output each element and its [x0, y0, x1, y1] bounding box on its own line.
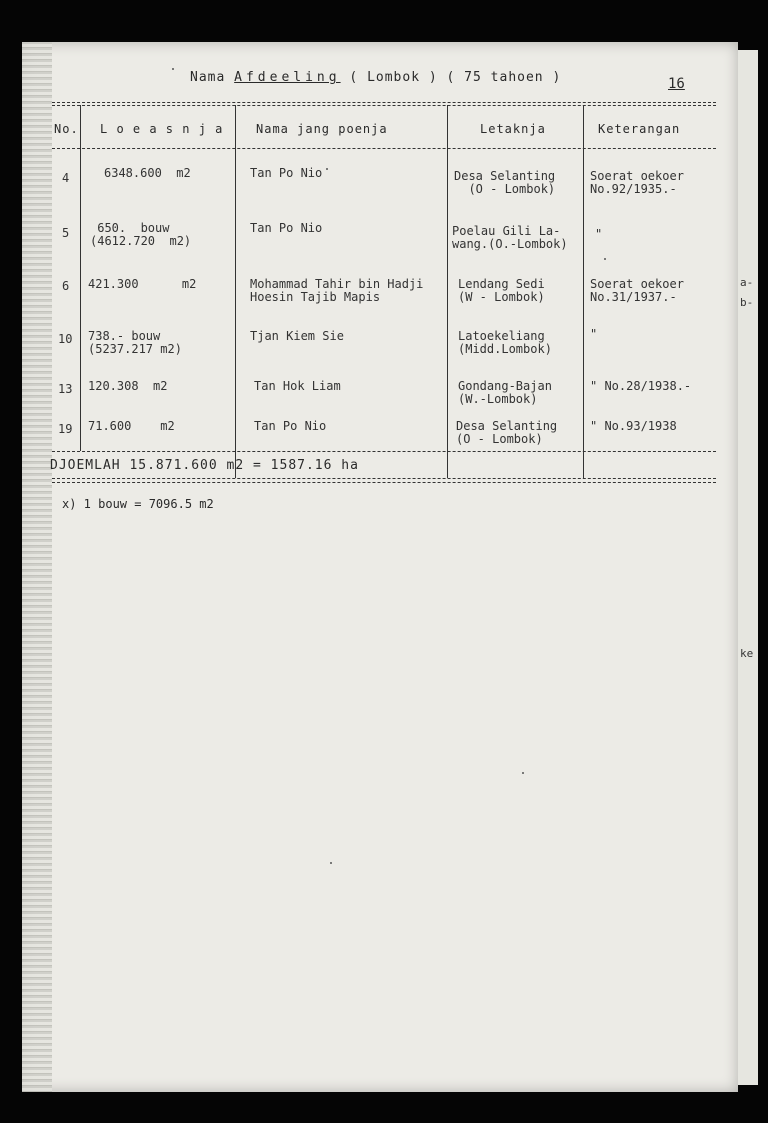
row-owner: Tan Hok Liam [254, 379, 341, 393]
column-divider [80, 105, 81, 451]
row-owner: Tan Po Nio [250, 221, 323, 235]
row-number: 5 [62, 226, 70, 240]
table-top-rule-2 [52, 105, 716, 106]
row-area: 421.300 m2 [88, 277, 197, 291]
header-remarks: Keterangan [598, 122, 681, 136]
total-top-rule [52, 451, 716, 452]
column-divider [447, 105, 448, 478]
row-remarks: " No.28/1938.- [590, 379, 692, 393]
row-site: Latoekeliang (Midd.Lombok) [458, 329, 552, 356]
row-site: Desa Selanting (O - Lombok) [454, 169, 556, 196]
scan-speck [326, 168, 328, 170]
row-remarks: Soerat oekoer No.92/1935.- [590, 169, 684, 196]
scan-speck [522, 772, 524, 774]
scan-speck [172, 68, 174, 70]
row-owner: Tan Po Nio [250, 166, 323, 180]
header-location: L o e a s n j a [100, 122, 224, 136]
row-number: 19 [58, 422, 73, 436]
column-divider [235, 105, 236, 478]
header-rule [52, 148, 716, 149]
row-area: 738.- bouw (5237.217 m2) [88, 329, 182, 356]
row-area: 6348.600 m2 [104, 166, 191, 180]
row-number: 13 [58, 382, 73, 396]
margin-fragment: ke [740, 647, 754, 660]
table-top-rule [52, 102, 716, 103]
page-title [190, 70, 561, 85]
margin-fragment: a- [740, 276, 754, 289]
table-bottom-rule-2 [52, 482, 716, 483]
row-owner: Tan Po Nio [254, 419, 327, 433]
scan-edge [22, 42, 52, 1092]
row-remarks: " [595, 227, 603, 241]
margin-fragment: b- [740, 296, 754, 309]
footnote: x) 1 bouw = 7096.5 m2 [62, 497, 214, 511]
title-region: ( Lombok ) [349, 70, 438, 85]
row-remarks: " No.93/1938 [590, 419, 677, 433]
title-place: Afdeeling [234, 70, 341, 85]
row-site: Gondang-Bajan (W.-Lombok) [458, 379, 552, 406]
row-number: 4 [62, 171, 70, 185]
row-area: 71.600 m2 [88, 419, 175, 433]
header-owner: Nama jang poenja [256, 122, 388, 136]
row-number: 6 [62, 279, 70, 293]
row-owner: Tjan Kiem Sie [250, 329, 344, 343]
row-remarks: " [590, 327, 598, 341]
document-page [22, 42, 738, 1092]
row-area: 120.308 m2 [88, 379, 168, 393]
row-site: Lendang Sedi (W - Lombok) [458, 277, 545, 304]
page-number: 16 [668, 76, 685, 92]
adjacent-page-edge [738, 50, 758, 1085]
title-term: ( 75 tahoen ) [446, 70, 562, 85]
row-owner: Mohammad Tahir bin Hadji Hoesin Tajib Mapis [250, 277, 424, 304]
total-sum: DJOEMLAH 15.871.600 m2 = 1587.16 ha [50, 458, 359, 473]
row-site: Desa Selanting (O - Lombok) [456, 419, 558, 446]
header-site: Letaknja [480, 122, 546, 136]
row-site: Poelau Gili La- wang.(O.-Lombok) [452, 224, 568, 251]
scan-speck [604, 258, 606, 260]
scan-speck [330, 862, 332, 864]
column-divider [583, 105, 584, 478]
row-number: 10 [58, 332, 73, 346]
title-prefix: Nama [190, 70, 226, 85]
table-bottom-rule [52, 478, 716, 479]
row-remarks: Soerat oekoer No.31/1937.- [590, 277, 684, 304]
header-no: No. [54, 122, 79, 136]
row-area: 650. bouw (4612.720 m2) [90, 221, 192, 248]
